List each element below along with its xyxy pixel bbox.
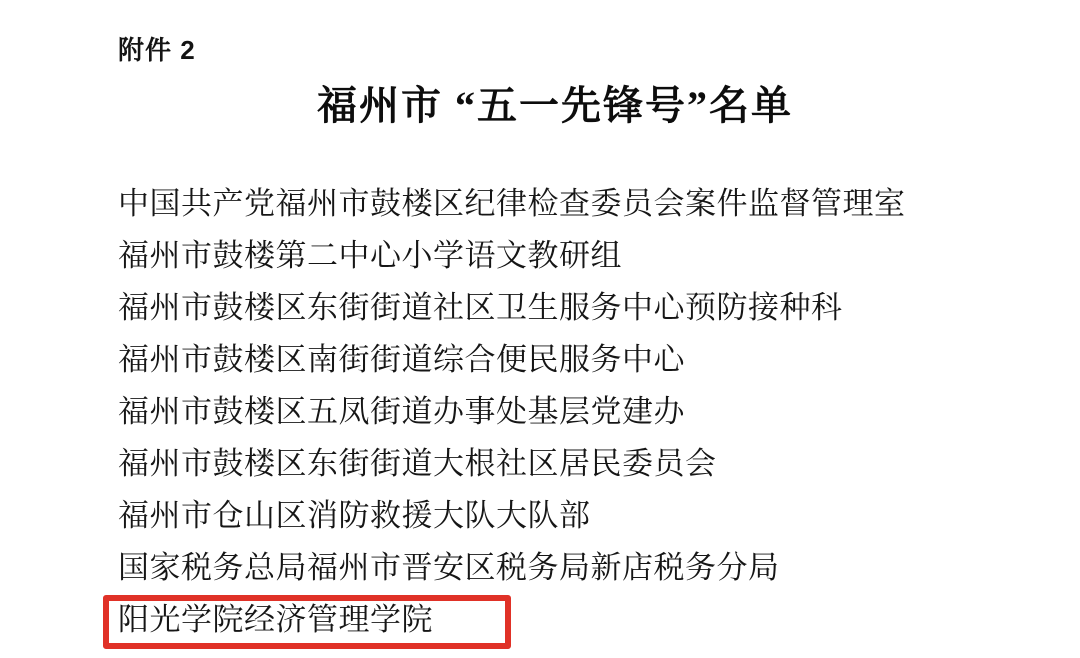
page-title: 福州市 “五一先锋号”名单 xyxy=(317,83,793,128)
list-item: 福州市鼓楼区东街街道社区卫生服务中心预防接种科 xyxy=(118,290,843,325)
list-item: 福州市鼓楼区南街街道综合便民服务中心 xyxy=(118,342,685,377)
attachment-label: 附件 2 xyxy=(118,35,196,65)
list-item: 福州市鼓楼第二中心小学语文教研组 xyxy=(118,238,622,273)
list-item-highlighted: 阳光学院经济管理学院 xyxy=(118,602,433,637)
list-item: 福州市鼓楼区五凤街道办事处基层党建办 xyxy=(118,394,685,429)
list-item: 福州市仓山区消防救援大队大队部 xyxy=(118,498,591,533)
list-item: 国家税务总局福州市晋安区税务局新店税务分局 xyxy=(118,550,780,585)
list-item: 中国共产党福州市鼓楼区纪律检查委员会案件监督管理室 xyxy=(118,186,906,221)
entry-list xyxy=(118,178,1018,646)
list-item: 福州市鼓楼区东街街道大根社区居民委员会 xyxy=(118,446,717,481)
